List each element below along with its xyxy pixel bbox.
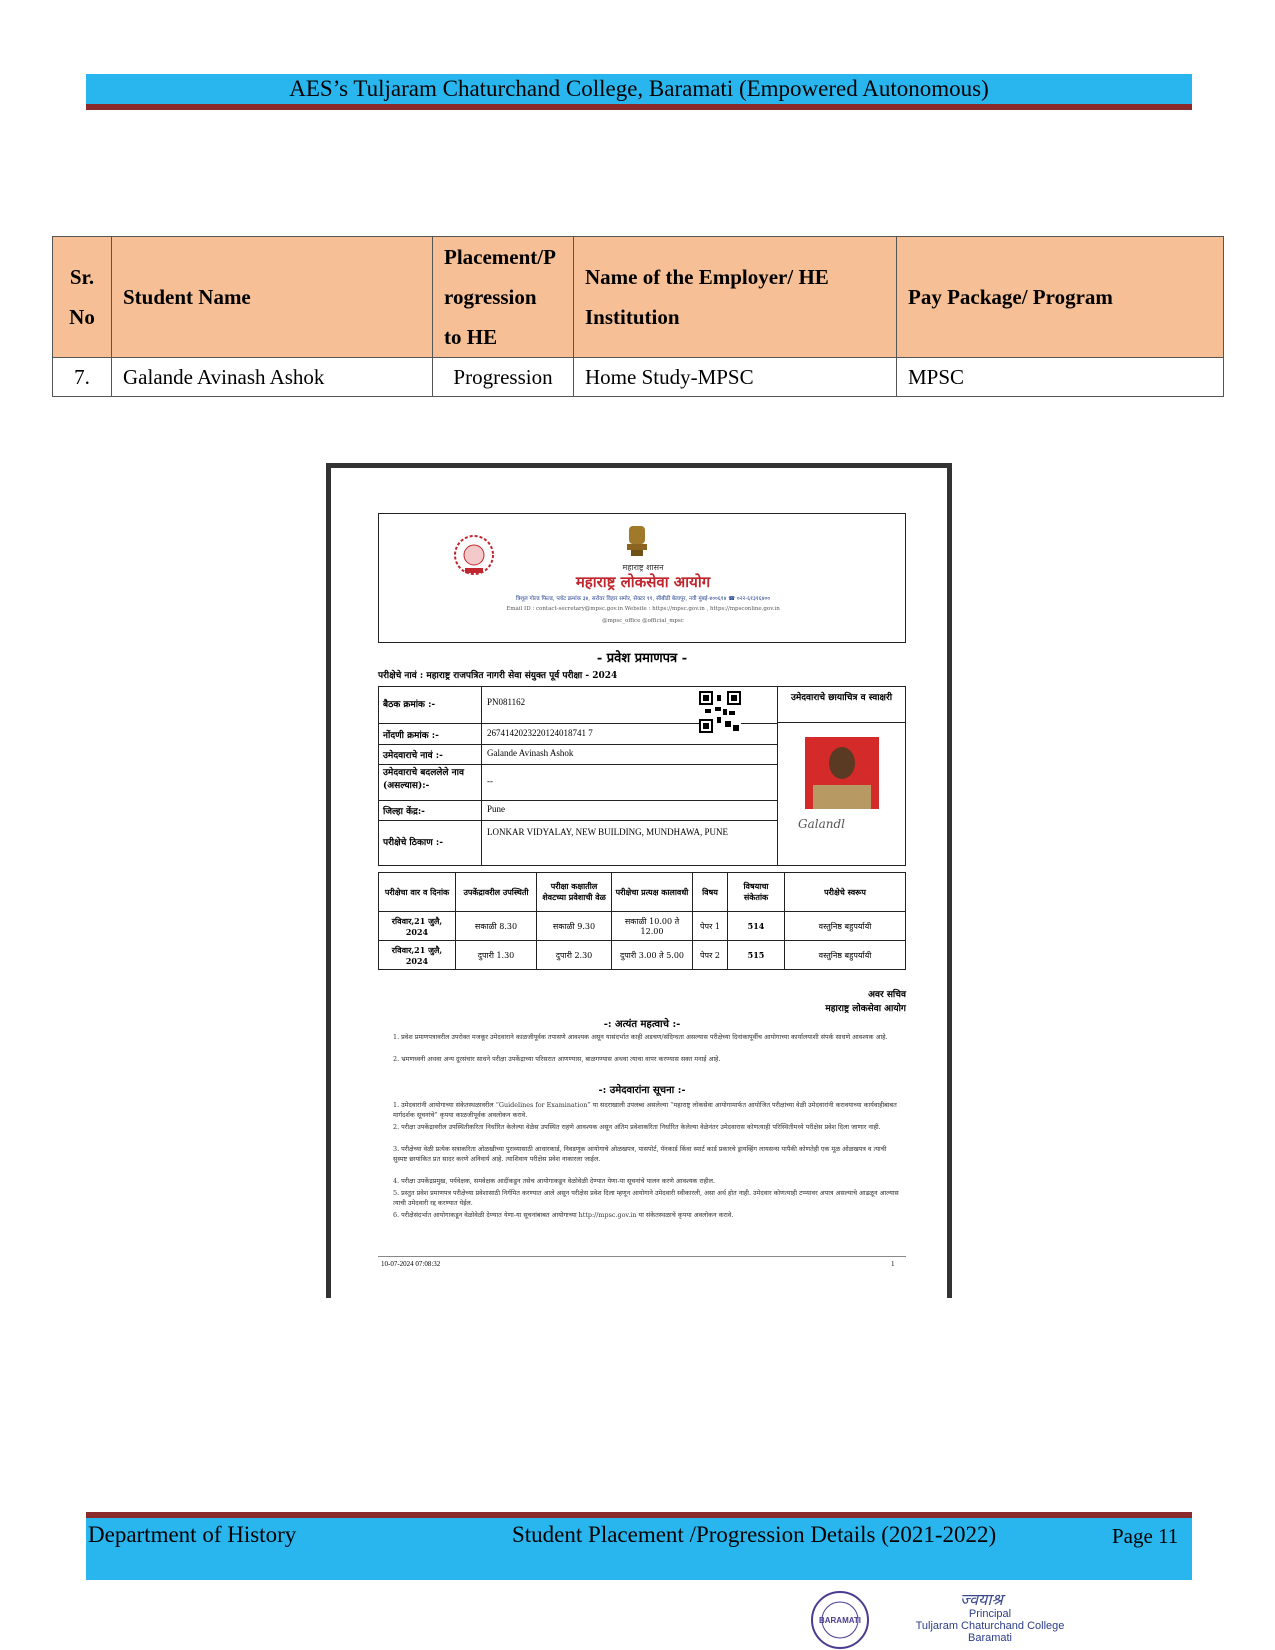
exam-name: परीक्षेचे नावं : महाराष्ट्र राजपत्रित नागरी सेवा संयुक्त पूर्व परीक्षा - 2024 xyxy=(378,671,618,681)
col-placement xyxy=(433,237,574,358)
name-label: उमेदवाराचे नावं :- xyxy=(383,751,443,761)
seat-value: PN081162 xyxy=(487,697,526,707)
org-social: @mpsc_office @official_mpsc xyxy=(602,618,684,624)
venue-value: LONKAR VIDYALAY, NEW BUILDING, MUNDHAWA, PUNE xyxy=(487,827,728,837)
org-email-website: Email ID : contact-secretary@mpsc.gov.in Website : https://mpsc.gov.in , https://mpsconline.gov.in xyxy=(506,606,780,612)
name-value: Galande Avinash Ashok xyxy=(487,748,574,758)
info-row-venue xyxy=(379,821,777,865)
col-employer xyxy=(574,237,897,358)
important-note-2: 2. भ्रमणध्वनी अथवा अन्य दूरसंचार साधने परीक्षा उपकेंद्राच्या परिसरात आणण्यास, बाळगण्यास अथवा त्याचा वापर करण्यास सक्त मनाई आहे. xyxy=(393,1055,721,1063)
sched-cell: रविवार,21 जुलै, 2024 xyxy=(379,912,456,941)
cell-name: Galande Avinash Ashok xyxy=(112,358,433,397)
sched-cell: सकाळी 8.30 xyxy=(456,912,537,941)
admit-card-heading: - प्रवेश प्रमाणपत्र - xyxy=(596,651,688,666)
stamp-text: BARAMATI xyxy=(818,1616,862,1625)
table-row xyxy=(53,358,1224,397)
sched-cell: दुपारी 3.00 ते 5.00 xyxy=(612,941,693,970)
photo-header: उमेदवाराचे छायाचित्र व स्वाक्षरी xyxy=(777,687,905,723)
cell-pay: MPSC xyxy=(897,358,1224,397)
sched-cell: वस्तुनिष्ठ बहुपर्यायी xyxy=(785,912,906,941)
district-value: Pune xyxy=(487,804,505,814)
sched-col-code: विषयाचा संकेतांक xyxy=(728,873,785,912)
sched-col-last-entry: परीक्षा कक्षातील शेवटच्या प्रवेशाची वेळ xyxy=(537,873,612,912)
gov-label: महाराष्ट्र शासन xyxy=(622,563,664,572)
instruction-3: 3. परीक्षेच्या वेळी प्रत्येक सत्राकरिता ओळखीच्या पुराव्यासाठी आधारकार्ड, निवडणूक आयोगाचे ओळखपत्र, पासपोर्ट, पॅनकार्ड किंवा स्मार्ट कार्ड प्रकारचे ड्रायव्हिंग लायसन्स यापैकी कोणतेही एक मूळ ओळखपत्र व त्याची सुस्पष्ट छायांकित प्रत सादर करणे अनिवार्य आहे. त्याशिवाय परीक्षेस प्रवेश नाकारला जाईल. xyxy=(393,1145,887,1163)
principal-signature: ज्वयाश्र xyxy=(960,1590,1003,1609)
exam-schedule-table xyxy=(378,872,906,970)
info-row-changed-name xyxy=(379,765,777,801)
sched-col-duration: परीक्षेचा प्रत्यक्ष कालावधी xyxy=(612,873,693,912)
sched-cell: 515 xyxy=(728,941,785,970)
card-timestamp: 10-07-2024 07:08:32 xyxy=(381,1260,441,1268)
instruction-2: 2. परीक्षा उपकेंद्रावरील उपस्थितीकरिता निर्धारित केलेल्या वेळेस उपस्थित राहणे आवश्यक असून अंतिम प्रवेशाकरिता निर्धारित केलेल्या वेळेनंतर उमेदवारास कोणत्याही परिस्थितीमध्ये परीक्षेस प्रवेश दिला जाणार नाही. xyxy=(393,1123,881,1131)
table-row xyxy=(379,941,906,970)
instruction-6: 6. परीक्षेसंदर्भात आयोगाकडून वेळोवेळी देण्यात येणा-या सूचनांबाबत आयोगाच्या http://mpsc.gov.in या संकेतस्थळाचे कृपया अवलोकन करावे. xyxy=(393,1211,734,1219)
col-employer-line1: Name of the Employer/ HE xyxy=(585,265,829,289)
admit-card-letterhead xyxy=(378,513,906,643)
candidate-signature: Galandl xyxy=(798,817,845,831)
instruction-1: 1. उमेदवारांनी आयोगाच्या संकेतस्थळावरील “Guidelines for Examination” या सदराखाली उपलब्ध असलेल्या “महाराष्ट्र लोकसेवा आयोगामार्फत आयोजित परीक्षांच्या वेळी उमेदवारांनी करावयाच्या कार्यवाहीबाबत मार्गदर्शक सूचनांचे” कृपया काळजीपूर्वक अवलोकन करावे. xyxy=(393,1101,897,1119)
important-note-1: 1. प्रवेश प्रमाणपत्रावरील उपरोक्त मजकूर उमेदवाराने काळजीपूर्वक तपासणे आवश्यक असून यासंदर्भात काही अडचण/संदिग्धता असल्यास परीक्षेच्या दिनांकापूर्वीच आयोगाच्या कार्यालयाशी संपर्क साधणे आवश्यक आहे. xyxy=(393,1033,888,1041)
sched-cell: पेपर 1 xyxy=(693,912,728,941)
signatory-title: अवर सचिव xyxy=(868,990,906,1000)
instruction-4: 4. परीक्षा उपकेंद्रप्रमुख, पर्यवेक्षक, समवेक्षक आदींकडून तसेच आयोगाकडून वेळोवेळी देण्यात येणा-या सूचनांचे पालन करणे आवश्यक राहील. xyxy=(393,1177,716,1185)
sched-cell: पेपर 2 xyxy=(693,941,728,970)
signatory-org: महाराष्ट्र लोकसेवा आयोग xyxy=(825,1004,906,1014)
admit-card-scan xyxy=(326,463,952,1298)
important-heading: -: अत्यंत महत्वाचे :- xyxy=(603,1019,681,1030)
principal-college: Tuljaram Chaturchand College xyxy=(915,1620,1065,1632)
info-row-district xyxy=(379,801,777,821)
photo-box xyxy=(777,723,905,865)
reg-value: 2674142023220124018741 7 xyxy=(487,728,593,738)
principal-city: Baramati xyxy=(967,1632,1013,1644)
candidate-info-box xyxy=(378,686,906,866)
placement-table xyxy=(52,236,1224,397)
col-placement-line3: to HE xyxy=(444,325,498,349)
col-pay-package: Pay Package/ Program xyxy=(897,237,1224,358)
org-name: महाराष्ट्र लोकसेवा आयोग xyxy=(575,573,711,591)
header-rule xyxy=(86,104,1192,110)
principal-title: Principal xyxy=(968,1608,1012,1620)
col-employer-line2: Institution xyxy=(585,305,680,329)
venue-label: परीक्षेचे ठिकाण :- xyxy=(383,838,443,848)
col-student-name: Student Name xyxy=(112,237,433,358)
candidate-photo-icon xyxy=(805,737,879,809)
col-sr-no xyxy=(53,237,112,358)
table-header-row xyxy=(53,237,1224,358)
sched-cell: सकाळी 9.30 xyxy=(537,912,612,941)
cell-employer: Home Study-MPSC xyxy=(574,358,897,397)
principal-block xyxy=(905,1608,1075,1644)
sched-cell: सकाळी 10.00 ते 12.00 xyxy=(612,912,693,941)
sched-cell: 514 xyxy=(728,912,785,941)
qr-code-icon xyxy=(699,691,741,733)
col-placement-line1: Placement/P xyxy=(444,245,556,269)
changed-name-label: उमेदवाराचे बदललेले नाव (असल्यास):- xyxy=(383,768,464,791)
table-row xyxy=(379,912,906,941)
instructions-heading: -: उमेदवारांना सूचना :- xyxy=(598,1085,686,1096)
org-address: त्रिशूल गोल्ड फिल्ड, प्लॉट क्रमांक ३४, सरोवर विहार समोर, सेक्टर ११, सीबीडी बेलापूर, नवी मुंबई-४००६१४ ☎ ०२२-६१३१६४०० xyxy=(515,596,771,602)
card-footer-rule xyxy=(378,1256,906,1257)
col-placement-line2: rogression xyxy=(444,285,537,309)
sched-col-type: परीक्षेचे स्वरूप xyxy=(785,873,906,912)
changed-name-value: -- xyxy=(487,776,493,786)
footer-document-title: Student Placement /Progression Details (2021-2022) xyxy=(512,1522,997,1547)
col-sr-line2: No xyxy=(69,305,95,329)
sched-cell: दुपारी 1.30 xyxy=(456,941,537,970)
sched-cell: रविवार,21 जुलै, 2024 xyxy=(379,941,456,970)
card-page-number: 1 xyxy=(891,1260,895,1268)
ashoka-emblem-icon xyxy=(623,522,651,560)
college-stamp-icon xyxy=(810,1590,870,1650)
seat-label: बैठक क्रमांक :- xyxy=(383,700,436,710)
sched-col-attendance: उपकेंद्रावरील उपस्थिती xyxy=(456,873,537,912)
col-sr-line1: Sr. xyxy=(69,265,95,289)
info-row-name xyxy=(379,745,777,765)
schedule-header-row xyxy=(379,873,906,912)
cell-type: Progression xyxy=(433,358,574,397)
sched-cell: दुपारी 2.30 xyxy=(537,941,612,970)
footer-page-number: Page 11 xyxy=(1112,1524,1179,1548)
sched-cell: वस्तुनिष्ठ बहुपर्यायी xyxy=(785,941,906,970)
district-label: जिल्हा केंद्र:- xyxy=(383,807,425,817)
instruction-5: 5. प्रस्तुत प्रवेश प्रमाणपत्र परीक्षेच्या प्रवेशासाठी निर्गमित करण्यात आले असून परीक्षेस प्रवेश दिला म्हणून आयोगाने उमेदवारी स्वीकारली, असा अर्थ होत नाही. उमेदवार कोणत्याही टप्प्यावर अपात्र असल्याचे आढळून आल्यास त्याची उमेदवारी रद्द करण्यात येईल. xyxy=(393,1189,899,1207)
sched-col-date: परीक्षेचा वार व दिनांक xyxy=(379,873,456,912)
footer-department: Department of History xyxy=(88,1522,297,1547)
sched-col-subject: विषय xyxy=(693,873,728,912)
page-header-title: AES’s Tuljaram Chaturchand College, Baramati (Empowered Autonomous) xyxy=(289,76,989,101)
reg-label: नोंदणी क्रमांक :- xyxy=(383,731,439,741)
cell-sr: 7. xyxy=(53,358,112,397)
